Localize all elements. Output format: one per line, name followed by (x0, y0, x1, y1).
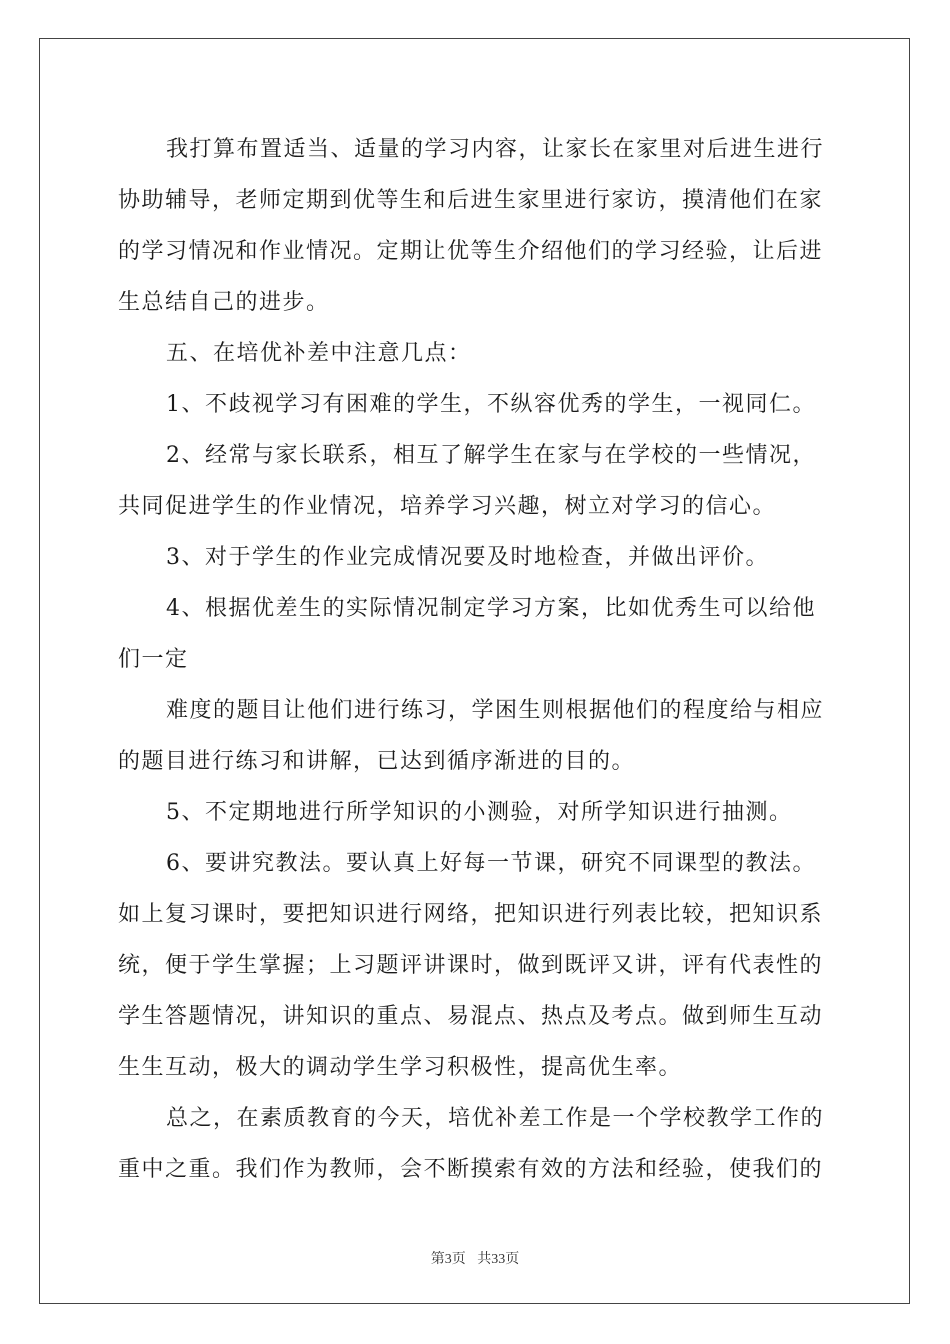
list-item: 4、根据优差生的实际情况制定学习方案，比如优秀生可以给他 (166, 596, 816, 621)
text-line: 学生答题情况，讲知识的重点、易混点、热点及考点。做到师生互动 (118, 1004, 824, 1029)
text-line: 我打算布置适当、适量的学习内容，让家长在家里对后进生进行 (166, 137, 825, 162)
text-line: 难度的题目让他们进行练习，学困生则根据他们的程度给与相应 (166, 698, 825, 723)
document-body (118, 124, 834, 1195)
list-item: 6、要讲究教法。要认真上好每一节课，研究不同课型的教法。 (166, 851, 816, 876)
text-line: 生生互动，极大的调动学生学习积极性，提高优生率。 (118, 1055, 683, 1080)
text-line: 重中之重。我们作为教师，会不断摸索有效的方法和经验，使我们的 (118, 1157, 824, 1182)
text-line: 协助辅导，老师定期到优等生和后进生家里进行家访，摸清他们在家 (118, 188, 824, 213)
page-total: 共33页 (477, 1252, 520, 1267)
page-footer (0, 1248, 950, 1268)
text-line: 的学习情况和作业情况。定期让优等生介绍他们的学习经验，让后进 (118, 239, 824, 264)
text-line: 们一定 (118, 647, 189, 672)
page-number: 第3页 (430, 1252, 466, 1267)
text-line: 共同促进学生的作业情况，培养学习兴趣，树立对学习的信心。 (118, 494, 777, 519)
list-item: 1、不歧视学习有困难的学生，不纵容优秀的学生，一视同仁。 (166, 392, 816, 417)
text-line: 总之，在素质教育的今天，培优补差工作是一个学校教学工作的 (166, 1106, 825, 1131)
text-line: 的题目进行练习和讲解，已达到循序渐进的目的。 (118, 749, 636, 774)
text-line: 如上复习课时，要把知识进行网络，把知识进行列表比较，把知识系 (118, 902, 824, 927)
list-item: 5、不定期地进行所学知识的小测验，对所学知识进行抽测。 (166, 800, 793, 825)
list-item: 2、经常与家长联系，相互了解学生在家与在学校的一些情况， (166, 443, 816, 468)
section-heading: 五、在培优补差中注意几点： (166, 341, 472, 366)
text-line: 统，便于学生掌握；上习题评讲课时，做到既评又讲，评有代表性的 (118, 953, 824, 978)
text-line: 生总结自己的进步。 (118, 290, 330, 315)
list-item: 3、对于学生的作业完成情况要及时地检查，并做出评价。 (166, 545, 769, 570)
